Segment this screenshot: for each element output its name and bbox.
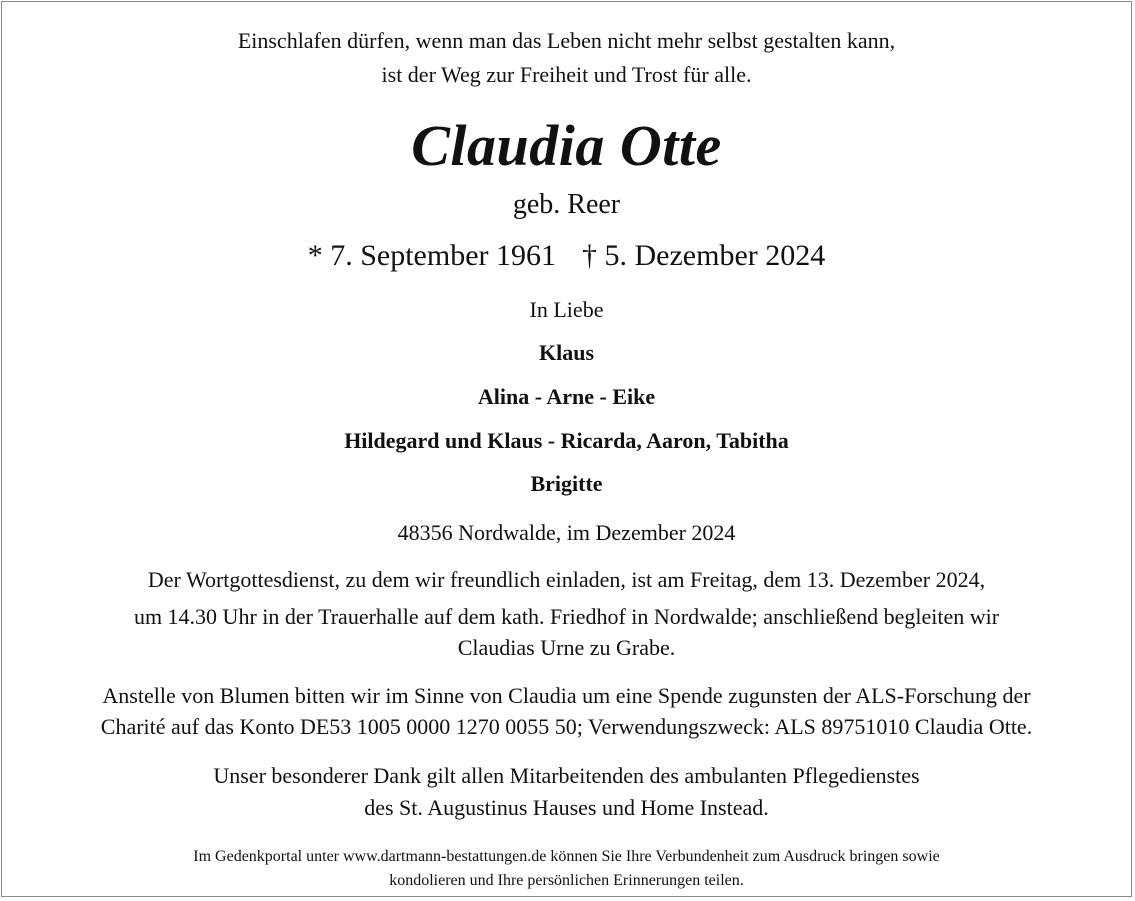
obituary-card <box>1 1 1132 897</box>
thanks-line-2: des St. Augustinus Hauses und Home Instead. <box>364 795 769 820</box>
mourner-line: Brigitte <box>530 471 603 496</box>
mourners-heading: In Liebe <box>529 297 604 322</box>
maiden-name: geb. Reer <box>512 189 621 220</box>
thanks-line-1: Unser besonderer Dank gilt allen Mitarbeitenden des ambulanten Pflegedienstes <box>213 763 920 788</box>
mourner-line: Alina - Arne - Eike <box>477 384 656 409</box>
intro-line-1: Einschlafen dürfen, wenn man das Leben nicht mehr selbst gestalten kann, <box>237 28 896 53</box>
service-line-3: Claudias Urne zu Grabe. <box>457 635 676 660</box>
donation-line-1: Anstelle von Blumen bitten wir im Sinne von Claudia um eine Spende zugunsten der ALS-Forschung der <box>102 683 1031 708</box>
intro-line-2: ist der Weg zur Freiheit und Trost für alle. <box>381 62 752 87</box>
mourner-line: Klaus <box>538 340 595 365</box>
service-line-1: Der Wortgottesdienst, zu dem wir freundlich einladen, ist am Freitag, dem 13. Dezember 2024, <box>147 567 986 592</box>
deceased-name: Claudia Otte <box>411 113 722 178</box>
portal-line-2: kondolieren und Ihre persönlichen Erinnerungen teilen. <box>389 872 744 889</box>
donation-line-2: Charité auf das Konto DE53 1005 0000 1270 0055 50; Verwendungszweck: ALS 89751010 Claudia Otte. <box>100 714 1033 739</box>
death-date: † 5. Dezember 2024 <box>582 239 826 272</box>
service-line-2: um 14.30 Uhr in der Trauerhalle auf dem kath. Friedhof in Nordwalde; anschließend begleiten wir <box>133 604 1000 629</box>
life-dates <box>2 238 1131 274</box>
place-date: 48356 Nordwalde, im Dezember 2024 <box>397 520 736 545</box>
portal-line-1: Im Gedenkportal unter www.dartmann-bestattungen.de können Sie Ihre Verbundenheit zum Ausdruck bringen sowie <box>193 848 940 865</box>
mourner-line: Hildegard und Klaus - Ricarda, Aaron, Tabitha <box>344 428 789 453</box>
birth-date: * 7. September 1961 <box>307 239 557 272</box>
